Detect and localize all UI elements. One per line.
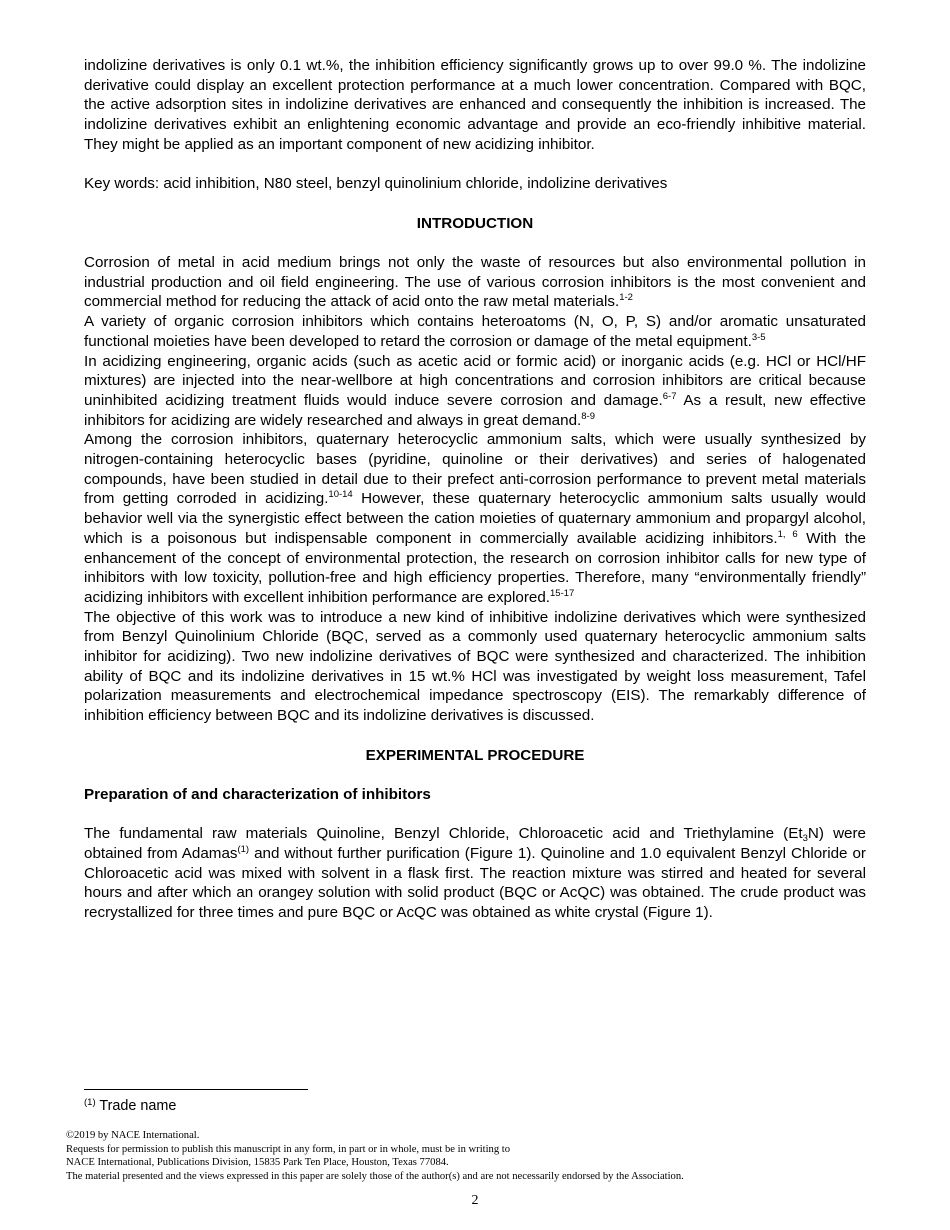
preparation-subheading: Preparation of and characterization of inhibitors	[84, 785, 431, 803]
footnote-marker: (1)	[237, 844, 250, 856]
abstract-tail: indolizine derivatives is only 0.1 wt.%, the inhibition efficiency significantly grows up to over 99.0 %. The indolizine derivative could display an excellent protection performance at a much lower concentration. Compared with BQC, the active adsorption sites in indolizine derivatives are enhanced and consequently the inhibition is increased. The indolizine derivatives exhibit an enlightening economic advantage and provide an eco-friendly inhibitive material. They might be applied as an important component of new acidizing inhibitor.	[84, 57, 866, 153]
citation: 6-7	[662, 390, 677, 402]
citation: 10-14	[328, 489, 353, 501]
citation: 3-5	[751, 331, 766, 343]
intro-paragraph-1: Corrosion of metal in acid medium brings not only the waste of resources but also environmental pollution in industrial production and oil field engineering. The use of various corrosion inhibitors is the most convenient and commercial method for reducing the attack of acid onto the raw metal materials.$^{1-2}$	[84, 253, 866, 311]
intro-paragraph-3: In acidizing engineering, organic acids (such as acetic acid or formic acid) or inorganic acids (e.g. HCl or HCl/HF mixtures) are injected into the near-wellbore at high concentrations and corrosion inhibitors are critical because uninhibited acidizing treatment fluids would induce severe corrosion and damage.$^{6-7}$ As a result, new effective inhibitors for acidizing are widely researched and always in great demand.$^{8-9}$	[84, 352, 867, 429]
citation: 1, 6	[777, 528, 798, 540]
introduction-heading: INTRODUCTION	[416, 214, 534, 232]
citation: 8-9	[581, 410, 595, 422]
citation: 1-2	[619, 292, 633, 304]
experimental-heading: EXPERIMENTAL PROCEDURE	[365, 746, 585, 764]
citation: 15-17	[550, 587, 575, 599]
copyright-notice: ©2019 by NACE International. Requests for permission to publish this manuscript in any form, in part or in whole, must be in writing to NACE International, Publications Division, 15835 Park Ten Place, Houston, Texas 77084. The material presented and the views expressed in this paper are solely those of the author(s) and are not necessarily endorsed by the Association.	[66, 1130, 684, 1182]
footnote-divider	[84, 1089, 308, 1090]
page-body	[84, 56, 866, 923]
experimental-paragraph-1: The fundamental raw materials Quinoline, Benzyl Chloride, Chloroacetic acid and Triethylamine $(Et_3N)$ were obtained from Adamas$^{(1)}$ and without further purification (Figure 1). Quinoline and 1.0 equivalent Benzyl Chloride or Chloroacetic acid was mixed with solvent in a flask first. The reaction mixture was stirred and heated for several hours and after which an orangey solution with solid product (BQC or AcQC) was obtained. The crude product was recrystallized for three times and pure BQC or AcQC was obtained as white crystal (Figure 1).	[84, 825, 866, 922]
intro-paragraph-5: The objective of this work was to introduce a new kind of inhibitive indolizine derivatives which were synthesized from Benzyl Quinolinium Chloride (BQC, served as a commonly used quaternary heterocyclic ammonium salts inhibitor for acidizing). Two new indolizine derivatives of BQC were synthesized and characterized. The inhibition ability of BQC and its indolizine derivatives in 15 wt.% HCl was investigated by weight loss measurement, Tafel polarization measurements and electrochemical impedance spectroscopy (EIS). The remarkably difference of inhibition efficiency between BQC and its indolizine derivatives is discussed.	[84, 608, 866, 725]
footnote: $^{(1)}$ Trade name	[84, 1097, 177, 1114]
intro-paragraph-2: A variety of organic corrosion inhibitors which contains heteroatoms (N, O, P, S) and/or aromatic unsaturated functional moieties have been developed to retard the corrosion or damage of the metal equipment.$^{3-5}$	[84, 313, 866, 350]
keywords: Key words: acid inhibition, N80 steel, benzyl quinolinium chloride, indolizine derivatives	[84, 175, 668, 193]
intro-paragraph-4: Among the corrosion inhibitors, quaternary heterocyclic ammonium salts, which were usually synthesized by nitrogen-containing heterocyclic bases (pyridine, quinoline or their derivatives) and series of halogenated compounds, have been studied in detail due to their prefect anti-corrosion performance to prevent metal materials from getting corroded in acidizing.$^{10-14}$ However, these quaternary heterocyclic ammonium salts usually would behavior well via the synergistic effect between the cation moieties of quaternary ammonium and propargyl alcohol, which is a poisonous but indispensable component in commercially available acidizing inhibitors.$^{1, 6}$ With the enhancement of the concept of environmental protection, the research on corrosion inhibitor calls for new type of inhibitors with low toxicity, pollution-free and high efficiency properties. Therefore, many “environmentally friendly” acidizing inhibitors with excellent inhibition performance are explored.$^{15-17}$	[84, 431, 867, 606]
page-number: 2	[471, 1193, 479, 1208]
